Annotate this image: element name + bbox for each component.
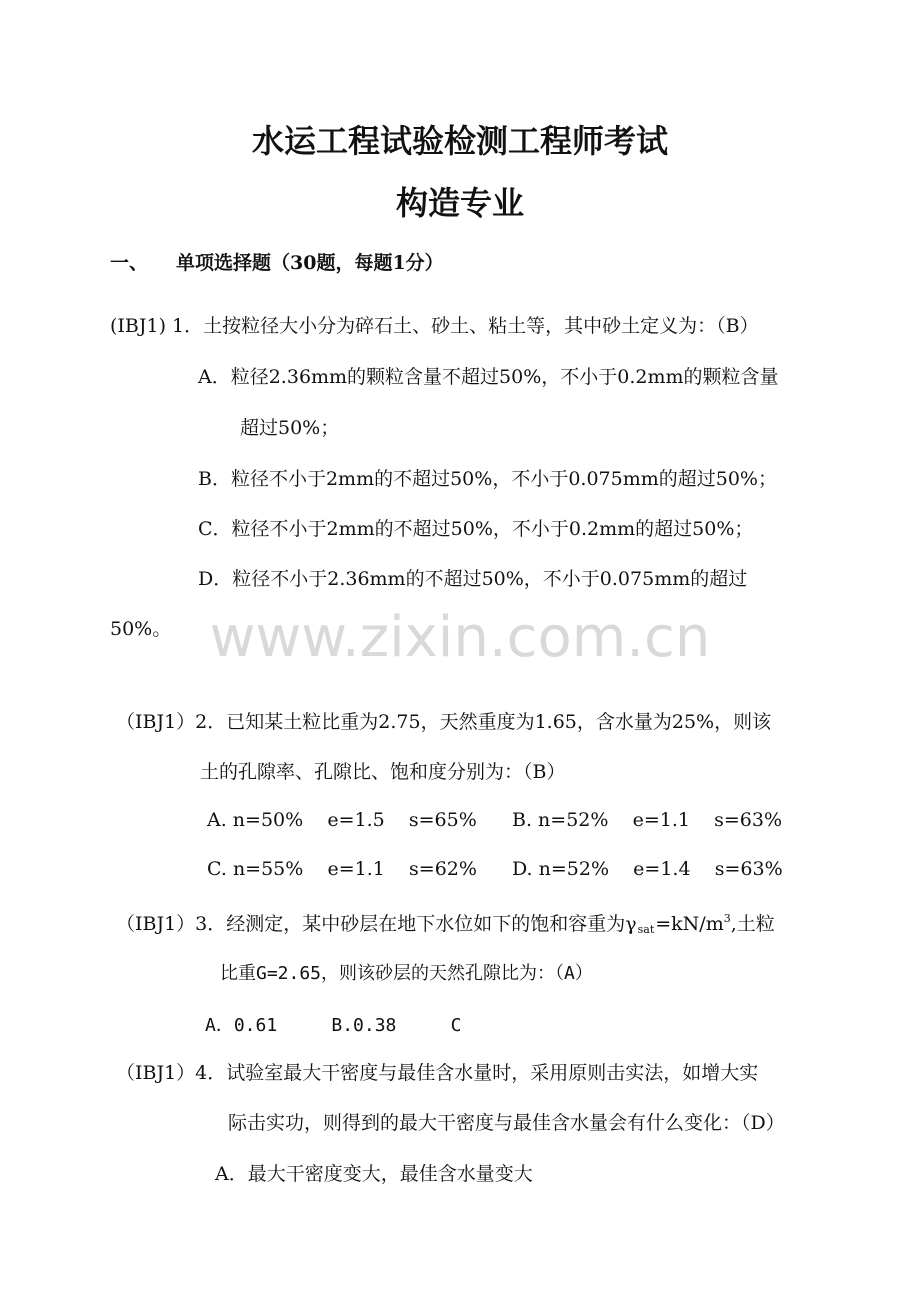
question-3-options: A．0.61 B.0.38 C	[205, 1015, 462, 1036]
question-3-stem-end: ,土粒	[730, 913, 775, 935]
question-2-option-b: B. n=52% e=1.1 s=63%	[512, 809, 783, 831]
section-number: 一、	[110, 252, 149, 274]
question-3-stem	[116, 909, 775, 936]
question-2-option-c: C. n=55% e=1.1 s=62%	[207, 858, 477, 880]
section-heading: 单项选择题（30题，每题1分）	[176, 252, 444, 274]
watermark: www.zixin.com.cn	[209, 605, 711, 670]
document-subtitle: 构造专业	[395, 184, 524, 222]
question-1-option-a-cont: 超过50%；	[240, 417, 340, 439]
question-1-option-d-cont: 50%。	[110, 618, 172, 640]
question-1-option-d: D．粒径不小于2.36mm的不超过50%，不小于0.075mm的超过	[198, 568, 748, 590]
question-3-subscript: sat	[637, 923, 655, 936]
question-3-stem-text: （IBJ1）3．经测定，某中砂层在地下水位如下的饱和容重为γ	[116, 913, 637, 935]
question-2-option-a: A. n=50% e=1.5 s=65%	[207, 809, 477, 831]
question-1-option-b: B．粒径不小于2mm的不超过50%，不小于0.075mm的超过50%；	[198, 468, 777, 490]
question-2-option-d: D. n=52% e=1.4 s=63%	[512, 858, 783, 880]
question-3-stem-cont: 比重G=2.65，则该砂层的天然孔隙比为：（A）	[220, 963, 593, 984]
question-2-stem: （IBJ1）2．已知某土粒比重为2.75，天然重度为1.65，含水量为25%，则该	[116, 711, 772, 733]
document-title: 水运工程试验检测工程师考试	[251, 122, 668, 160]
question-1-option-a: A．粒径2.36mm的颗粒含量不超过50%，不小于0.2mm的颗粒含量	[198, 366, 779, 388]
question-4-stem-cont: 际击实功，则得到的最大干密度与最佳含水量会有什么变化：（D）	[228, 1112, 785, 1134]
question-1-stem: (IBJ1) 1．土按粒径大小分为碎石土、砂土、粘土等，其中砂土定义为：（B）	[110, 315, 759, 337]
question-4-stem: （IBJ1）4．试验室最大干密度与最佳含水量时，采用原则击实法，如增大实	[116, 1062, 759, 1084]
question-4-option-a: A．最大干密度变大，最佳含水量变大	[215, 1163, 533, 1185]
question-3-superscript: 3	[723, 912, 731, 925]
question-1-option-c: C．粒径不小于2mm的不超过50%，不小于0.2mm的超过50%；	[198, 518, 754, 540]
question-3-unit: =kN/m	[655, 913, 724, 935]
question-2-stem-cont: 土的孔隙率、孔隙比、饱和度分别为：（B）	[200, 761, 566, 783]
